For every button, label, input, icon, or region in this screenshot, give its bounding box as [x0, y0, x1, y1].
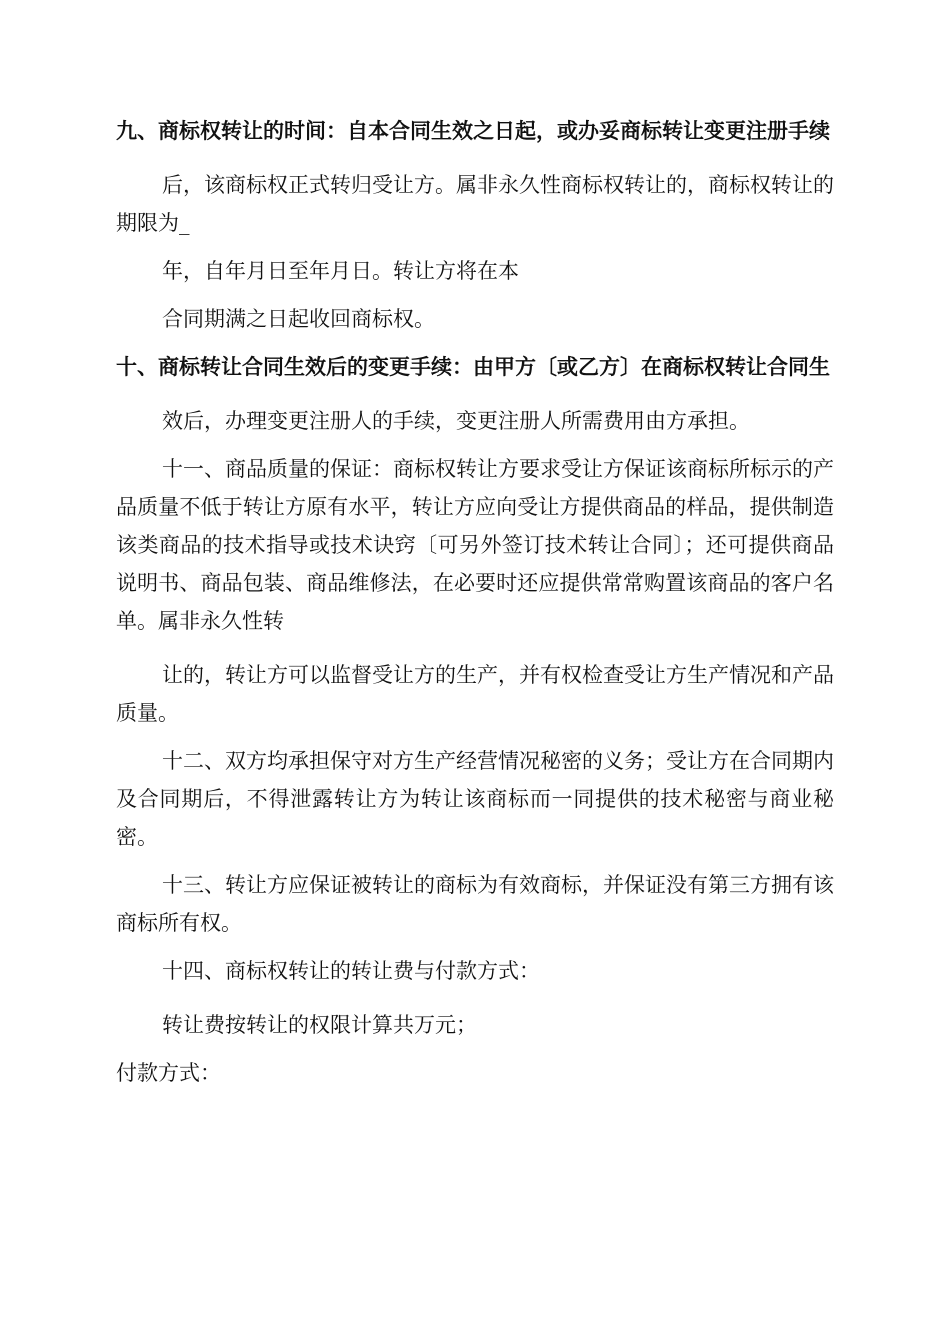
section-12-paragraph-1: 十二、双方均承担保守对方生产经营情况秘密的义务；受让方在合同期内及合同期后，不得泄露转让方为转让该商标而一同提供的技术秘密与商业秘密。 [116, 749, 834, 849]
section-14-paragraph-3: 付款方式： [116, 1061, 221, 1085]
section-10-heading: 十、商标转让合同生效后的变更手续：由甲方〔或乙方〕在商标权转让合同生 [116, 355, 830, 379]
document-page [116, 112, 834, 1092]
section-9-heading: 九、商标权转让的时间：自本合同生效之日起，或办妥商标转让变更注册手续 [116, 119, 830, 143]
section-9-paragraph-3: 合同期满之日起收回商标权。 [162, 307, 435, 331]
section-9-paragraph-1: 后，该商标权正式转归受让方。属非永久性商标权转让的，商标权转让的期限为_ [116, 173, 834, 235]
section-13-paragraph-1: 十三、转让方应保证被转让的商标为有效商标，并保证没有第三方拥有该商标所有权。 [116, 873, 834, 935]
section-11-paragraph-2: 让的，转让方可以监督受让方的生产，并有权检查受让方生产情况和产品质量。 [116, 663, 834, 725]
section-14-paragraph-1: 十四、商标权转让的转让费与付款方式： [162, 959, 540, 983]
section-9-paragraph-2: 年，自年月日至年月日。转让方将在本 [162, 259, 519, 283]
section-10-paragraph-1: 效后，办理变更注册人的手续，变更注册人所需费用由方承担。 [162, 409, 750, 433]
section-14-paragraph-2: 转让费按转让的权限计算共万元； [162, 1013, 477, 1037]
section-11-paragraph-1: 十一、商品质量的保证：商标权转让方要求受让方保证该商标所标示的产品质量不低于转让方原有水平，转让方应向受让方提供商品的样品，提供制造该类商品的技术指导或技术诀窍〔可另外签订技术转让合同〕；还可提供商品说明书、商品包装、商品维修法，在必要时还应提供常常购置该商品的客户名单。属非永久性转 [116, 457, 834, 633]
